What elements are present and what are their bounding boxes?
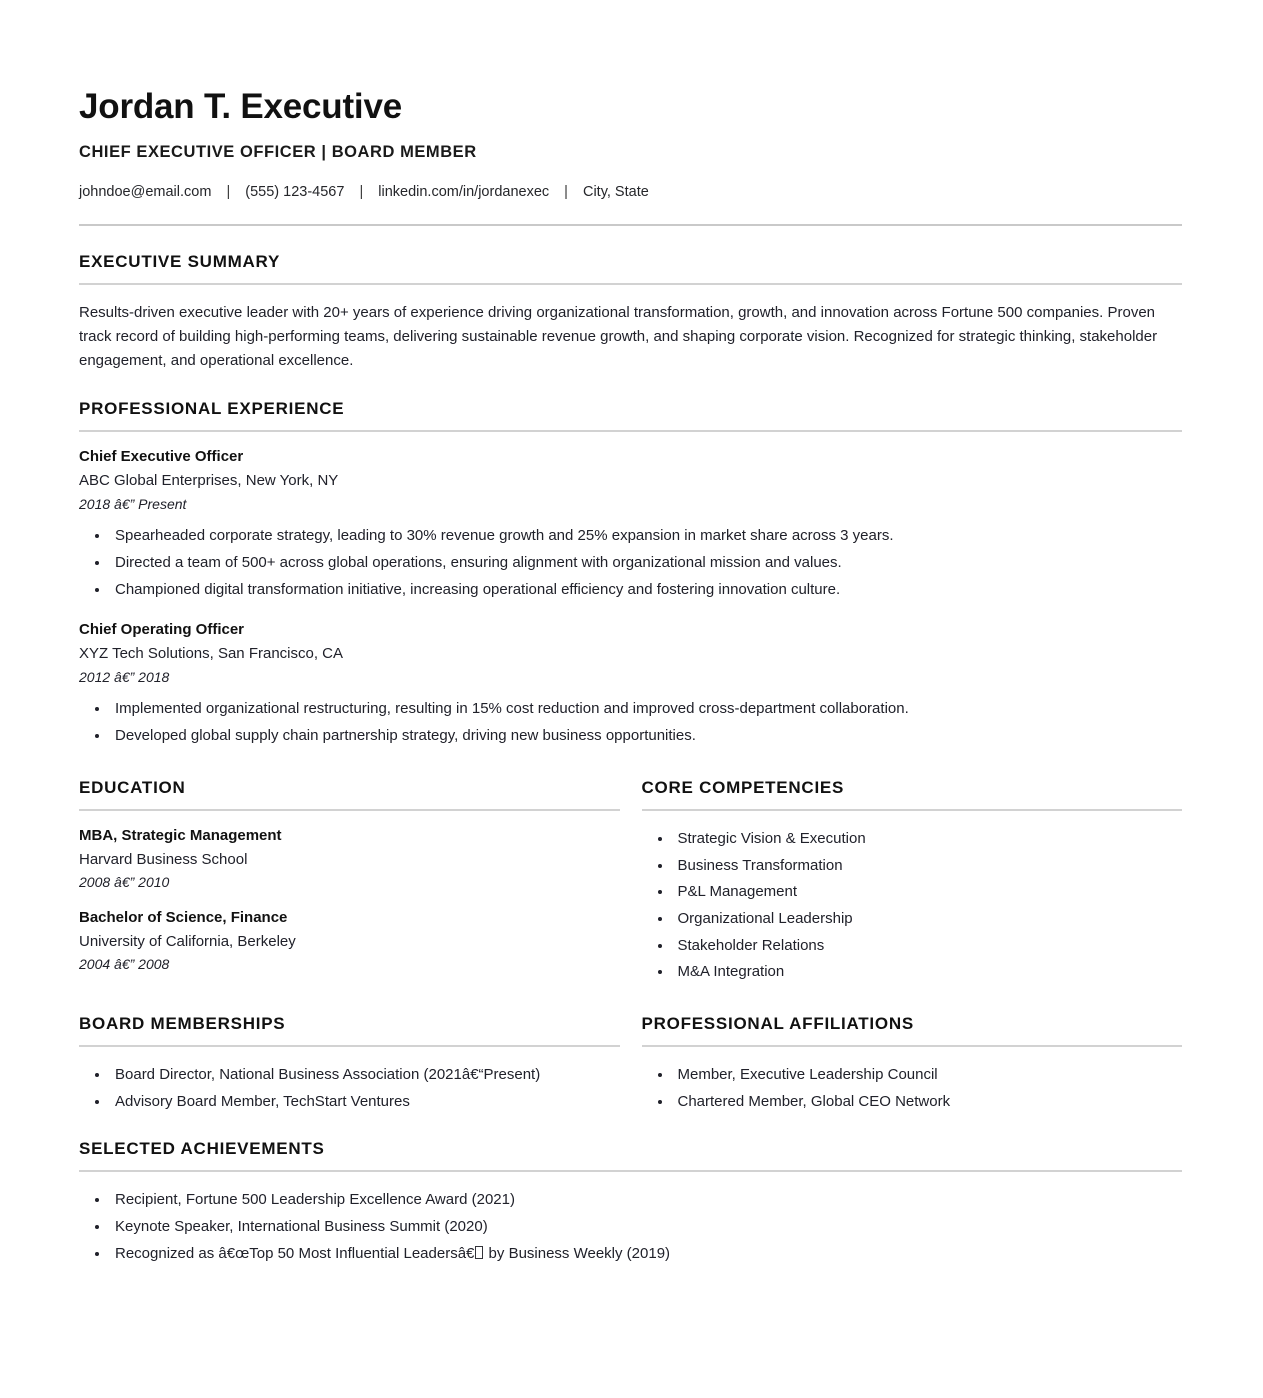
list-item: • M&A Integration	[673, 960, 1183, 984]
job-bullet: • Championed digital transformation initiative, increasing operational efficiency and fostering innovation culture.	[110, 578, 1182, 602]
section-selected-achievements	[79, 1139, 1182, 1265]
list-item: • Keynote Speaker, International Business Summit (2020)	[110, 1215, 1182, 1239]
section-education	[79, 778, 620, 984]
section-professional-experience	[79, 399, 1182, 747]
list-item: • Business Transformation	[673, 854, 1183, 878]
education-school: Harvard Business School	[79, 850, 248, 868]
list-item: • Recipient, Fortune 500 Leadership Excellence Award (2021)	[110, 1188, 1182, 1212]
education-degree: Bachelor of Science, Finance	[79, 908, 288, 926]
list-item: • Strategic Vision & Execution	[673, 827, 1183, 851]
affiliation-list	[642, 1063, 1183, 1113]
board-list	[79, 1063, 620, 1113]
list-item: • Member, Executive Leadership Council	[673, 1063, 1183, 1087]
competency-list	[642, 827, 1183, 984]
education-degree: MBA, Strategic Management	[79, 826, 282, 844]
job-bullet-list	[79, 697, 1182, 747]
section-core-competencies	[642, 778, 1183, 984]
summary-paragraph: Results-driven executive leader with 20+ years of experience driving organizational transformation, growth, and innovation across Fortune 500 companies. Proven track record of building high-performing teams, delivering sustainable revenue growth, and shaping corporate vision. Recognized for strategic thinking, stakeholder engagement, and operational excellence.	[79, 303, 1158, 370]
contact-separator: |	[359, 183, 364, 200]
section-heading: SELECTED ACHIEVEMENTS	[79, 1139, 325, 1159]
list-item: • Stakeholder Relations	[673, 934, 1183, 958]
experience-entry	[79, 448, 1182, 601]
list-item: • Chartered Member, Global CEO Network	[673, 1090, 1183, 1114]
resume-header	[79, 88, 1182, 226]
section-heading: CORE COMPETENCIES	[641, 777, 845, 797]
list-item: • Board Director, National Business Association (2021â€“Present)	[110, 1063, 620, 1087]
section-board-memberships	[79, 1014, 620, 1113]
contact-line	[79, 184, 1182, 200]
contact-location: City, State	[582, 183, 649, 200]
undefined-glyph-box	[475, 1246, 483, 1259]
job-bullet: • Spearheaded corporate strategy, leading to 30% revenue growth and 25% expansion in market share across 3 years.	[110, 524, 1182, 548]
education-entry	[79, 827, 620, 890]
contact-linkedin[interactable]: linkedin.com/in/jordanexec	[378, 183, 550, 200]
section-heading: PROFESSIONAL AFFILIATIONS	[641, 1013, 914, 1033]
contact-separator: |	[226, 183, 231, 200]
achievement-list	[79, 1188, 1182, 1265]
job-dates: 2018 â€” Present	[79, 496, 187, 513]
job-company: XYZ Tech Solutions, San Francisco, CA	[79, 645, 344, 663]
section-divider	[79, 283, 1182, 285]
job-bullet: • Developed global supply chain partnership strategy, driving new business opportunities.	[110, 724, 1182, 748]
section-heading: EDUCATION	[79, 777, 186, 797]
list-item: • Advisory Board Member, TechStart Ventures	[110, 1090, 620, 1114]
achievement-text-suffix: by Business Weekly (2019)	[484, 1244, 671, 1262]
contact-separator: |	[564, 183, 568, 200]
job-dates: 2012 â€” 2018	[79, 669, 170, 686]
list-item: • P&L Management	[673, 880, 1183, 904]
header-divider	[79, 224, 1182, 226]
job-bullet: • Implemented organizational restructuring, resulting in 15% cost reduction and improved cross-department collaboration.	[110, 697, 1182, 721]
section-divider	[79, 1170, 1182, 1172]
list-item: • Organizational Leadership	[673, 907, 1183, 931]
education-dates: 2004 â€” 2008	[79, 955, 170, 972]
section-divider	[79, 430, 1182, 432]
section-divider	[642, 809, 1183, 811]
experience-entry	[79, 621, 1182, 747]
job-title: Chief Operating Officer	[79, 621, 245, 639]
contact-phone[interactable]: (555) 123-4567	[245, 183, 345, 200]
section-heading: PROFESSIONAL EXPERIENCE	[79, 399, 345, 419]
education-dates: 2008 â€” 2010	[79, 873, 170, 890]
education-entry	[79, 909, 620, 972]
education-school: University of California, Berkeley	[79, 932, 296, 950]
education-competencies-row	[79, 778, 1182, 984]
contact-email[interactable]: johndoe@email.com	[79, 183, 212, 200]
section-heading: EXECUTIVE SUMMARY	[79, 251, 281, 271]
job-company: ABC Global Enterprises, New York, NY	[79, 472, 339, 490]
job-bullet: • Directed a team of 500+ across global operations, ensuring alignment with organizational mission and values.	[110, 551, 1182, 575]
section-divider	[642, 1045, 1183, 1047]
section-divider	[79, 809, 620, 811]
section-executive-summary	[79, 252, 1182, 374]
board-affiliations-row	[79, 1014, 1182, 1113]
list-item	[110, 1242, 1182, 1266]
job-bullet-list	[79, 524, 1182, 601]
candidate-title: CHIEF EXECUTIVE OFFICER | BOARD MEMBER	[79, 142, 477, 161]
section-heading: BOARD MEMBERSHIPS	[79, 1013, 286, 1033]
achievement-text-prefix: Recognized as â€œTop 50 Most Influential Leadersâ€	[115, 1244, 475, 1262]
section-divider	[79, 1045, 620, 1047]
job-title: Chief Executive Officer	[79, 448, 244, 466]
section-professional-affiliations	[642, 1014, 1183, 1113]
candidate-name: Jordan T. Executive	[79, 87, 402, 126]
